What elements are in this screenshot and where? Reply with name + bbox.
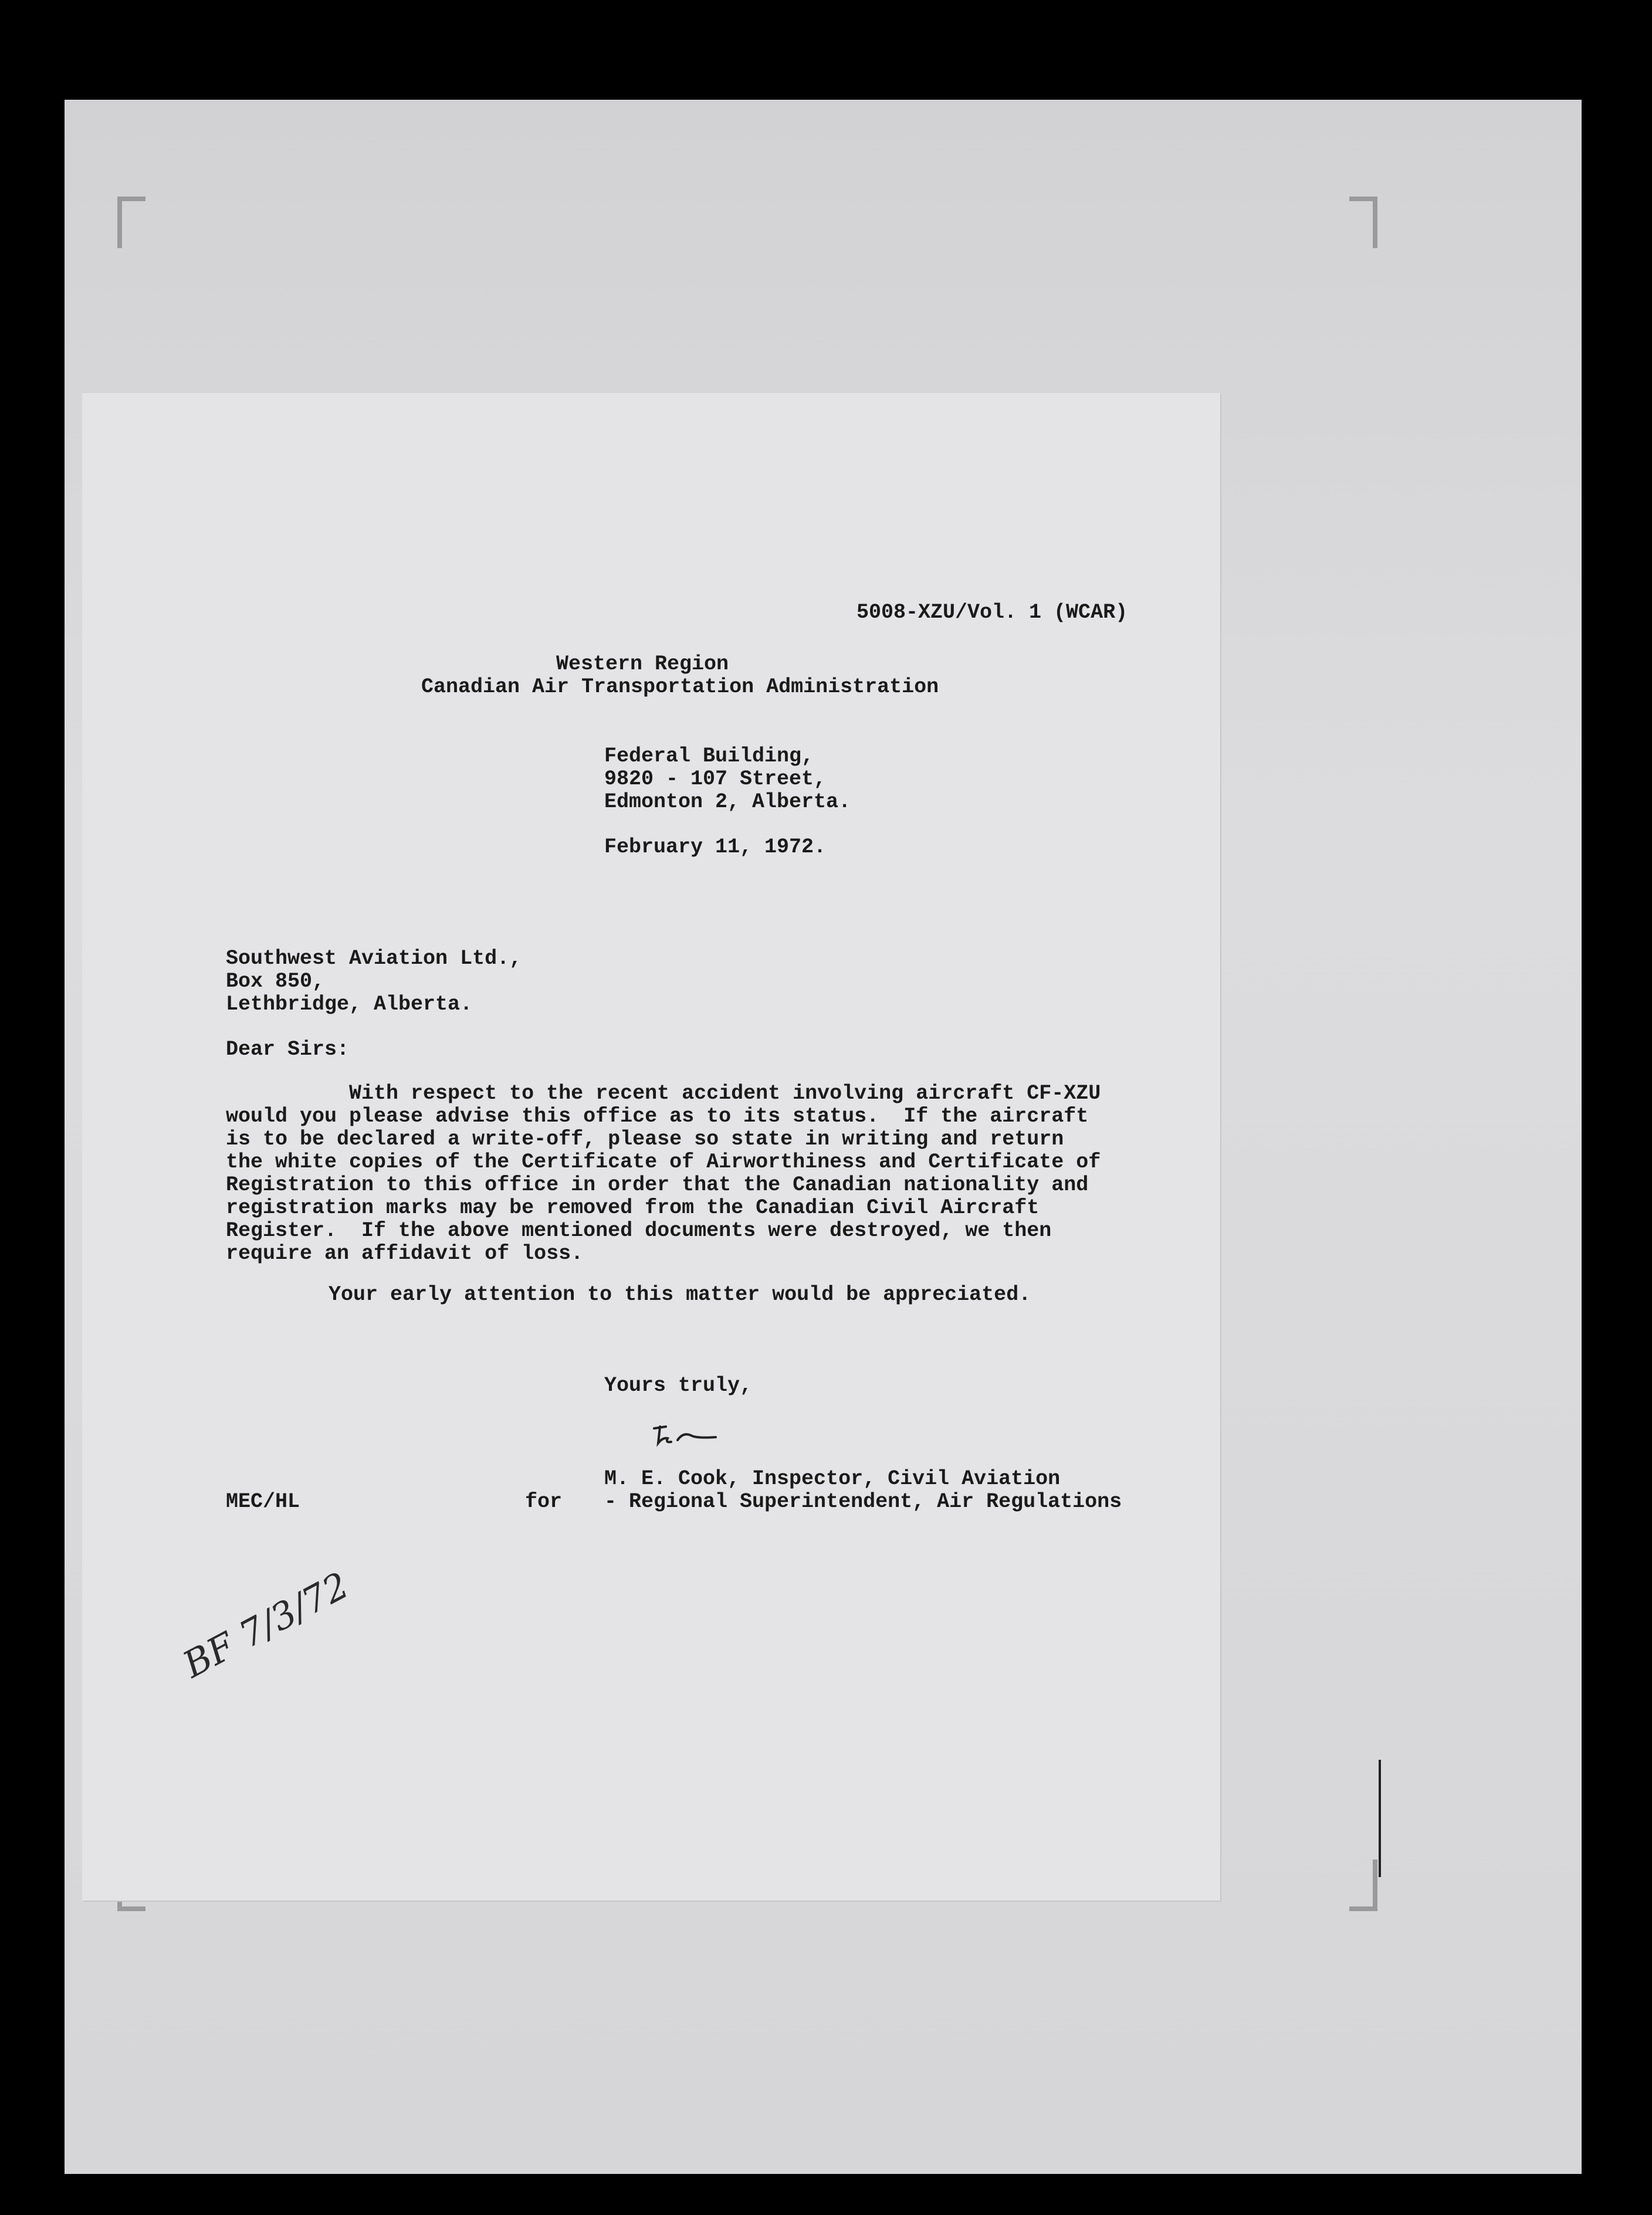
salutation: Dear Sirs: bbox=[226, 1038, 350, 1061]
signer-title: - Regional Superintendent, Air Regulations bbox=[604, 1490, 1122, 1513]
body-line: registration marks may be removed from the Canadian Civil Aircraft bbox=[226, 1196, 1040, 1220]
sender-address-line: Federal Building, bbox=[604, 744, 814, 768]
body-paragraph-1 bbox=[226, 1082, 1101, 1265]
sender-address-line: 9820 - 107 Street, bbox=[604, 767, 827, 791]
body-line: With respect to the recent accident involving aircraft CF-XZU bbox=[226, 1082, 1101, 1105]
letter-date: February 11, 1972. bbox=[604, 835, 827, 859]
for-label: for bbox=[525, 1490, 563, 1513]
edge-line bbox=[1379, 1760, 1381, 1877]
body-line: Register. If the above mentioned documents were destroyed, we then bbox=[226, 1219, 1052, 1242]
body-paragraph-2: Your early attention to this matter would be appreciated. bbox=[329, 1283, 1031, 1306]
body-line: the white copies of the Certificate of Airworthiness and Certificate of bbox=[226, 1150, 1101, 1174]
body-line: require an affidavit of loss. bbox=[226, 1242, 584, 1265]
body-line: Registration to this office in order that the Canadian nationality and bbox=[226, 1173, 1089, 1197]
header-administration: Canadian Air Transportation Administration bbox=[421, 675, 939, 699]
crop-mark-bottom-right bbox=[1349, 1860, 1377, 1911]
file-reference: 5008-XZU/Vol. 1 (WCAR) bbox=[857, 601, 1128, 624]
typist-initials: MEC/HL bbox=[226, 1490, 300, 1513]
crop-mark-top-right bbox=[1349, 197, 1377, 248]
closing: Yours truly, bbox=[604, 1374, 753, 1397]
signer-name: M. E. Cook, Inspector, Civil Aviation bbox=[604, 1467, 1061, 1491]
header-region: Western Region bbox=[556, 652, 729, 676]
recipient-line: Lethbridge, Alberta. bbox=[226, 993, 473, 1016]
recipient-address bbox=[226, 947, 522, 1016]
handwritten-annotation: BF 7/3/72 bbox=[176, 1563, 356, 1686]
body-line: is to be declared a write-off, please so state in writing and return bbox=[226, 1127, 1064, 1151]
sender-address-line: Edmonton 2, Alberta. bbox=[604, 790, 851, 814]
signer-block bbox=[604, 1468, 1122, 1513]
signature-scribble bbox=[651, 1420, 722, 1455]
recipient-line: Southwest Aviation Ltd., bbox=[226, 947, 522, 970]
crop-mark-top-left bbox=[117, 197, 145, 248]
sender-address bbox=[604, 745, 851, 814]
recipient-line: Box 850, bbox=[226, 970, 325, 993]
body-line: would you please advise this office as to its status. If the aircraft bbox=[226, 1105, 1089, 1128]
